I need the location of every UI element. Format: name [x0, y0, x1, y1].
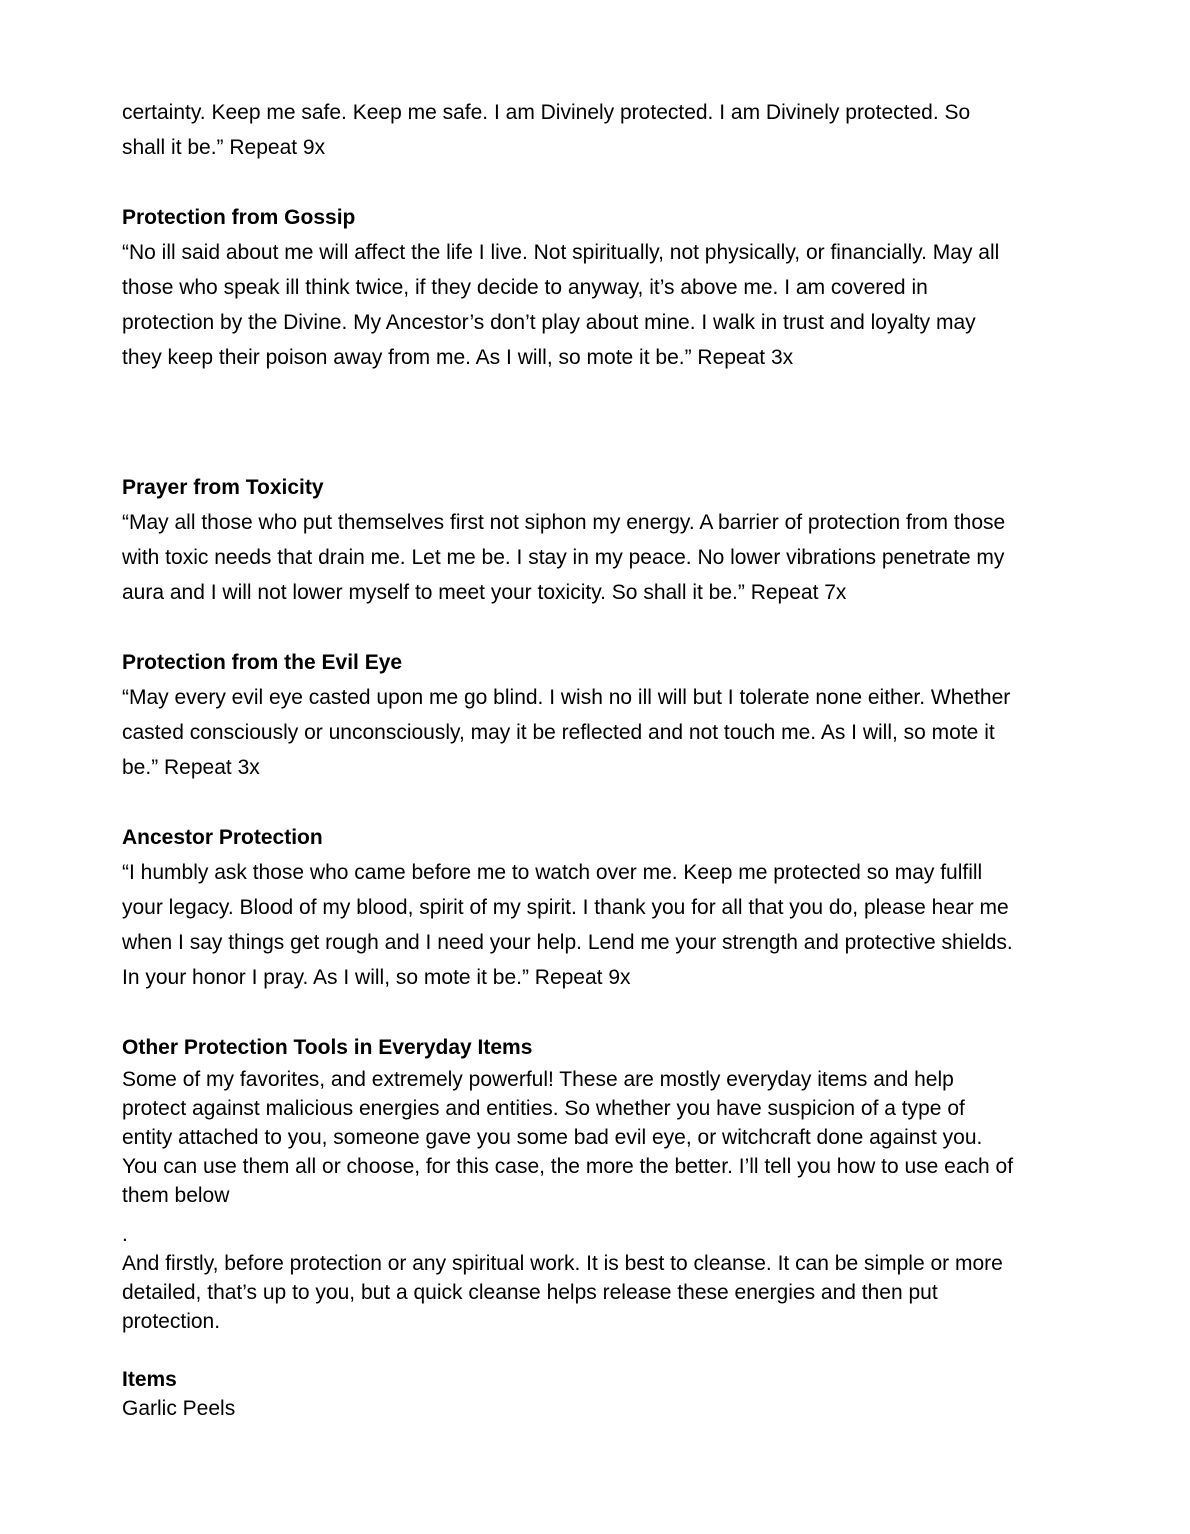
document-heading: Ancestor Protection	[122, 826, 323, 849]
document-paragraph	[122, 1065, 1130, 1210]
document-paragraph	[122, 505, 1130, 610]
document-heading: Protection from Gossip	[122, 206, 356, 229]
text-line: shall it be.” Repeat 9x	[122, 136, 326, 159]
spacer	[122, 610, 1130, 645]
document-heading: Prayer from Toxicity	[122, 476, 324, 499]
spacer	[122, 375, 1130, 470]
text-line: when I say things get rough and I need your help. Lend me your strength and protective shields.	[122, 931, 1013, 954]
text-line: them below	[122, 1184, 230, 1207]
document-paragraph	[122, 680, 1130, 785]
text-line: .	[122, 1223, 128, 1246]
text-line: protection.	[122, 1310, 221, 1333]
text-line: those who speak ill think twice, if they decide to anyway, it’s above me. I am covered in	[122, 276, 928, 299]
text-line: entity attached to you, someone gave you some bad evil eye, or witchcraft done against you.	[122, 1126, 983, 1149]
document-paragraph	[122, 235, 1130, 375]
text-line: detailed, that’s up to you, but a quick cleanse helps release these energies and then put	[122, 1281, 938, 1304]
text-line: “May every evil eye casted upon me go blind. I wish no ill will but I tolerate none either. Whether	[122, 686, 1011, 709]
document-heading: Items	[122, 1368, 177, 1391]
text-line: certainty. Keep me safe. Keep me safe. I am Divinely protected. I am Divinely protected. So	[122, 101, 971, 124]
document-paragraph	[122, 1249, 1130, 1336]
text-line: your legacy. Blood of my blood, spirit of my spirit. I thank you for all that you do, please hear me	[122, 896, 1009, 919]
document-paragraph	[122, 95, 1130, 165]
document-paragraph	[122, 1394, 1130, 1423]
text-line: “No ill said about me will affect the life I live. Not spiritually, not physically, or financially. May all	[122, 241, 1000, 264]
text-line: Some of my favorites, and extremely powerful! These are mostly everyday items and help	[122, 1068, 954, 1091]
document-paragraph	[122, 1220, 1130, 1249]
text-line: casted consciously or unconsciously, may it be reflected and not touch me. As I will, so mote it	[122, 721, 995, 744]
spacer	[122, 165, 1130, 200]
text-line: And firstly, before protection or any spiritual work. It is best to cleanse. It can be simple or more	[122, 1252, 1003, 1275]
document-heading: Other Protection Tools in Everyday Items	[122, 1036, 533, 1059]
text-line: In your honor I pray. As I will, so mote it be.” Repeat 9x	[122, 966, 631, 989]
spacer	[122, 785, 1130, 820]
text-line: “I humbly ask those who came before me to watch over me. Keep me protected so may fulfill	[122, 861, 983, 884]
text-line: with toxic needs that drain me. Let me be. I stay in my peace. No lower vibrations penetrate my	[122, 546, 1005, 569]
text-line: they keep their poison away from me. As I will, so mote it be.” Repeat 3x	[122, 346, 794, 369]
document-heading: Protection from the Evil Eye	[122, 651, 403, 674]
text-line: protection by the Divine. My Ancestor’s don’t play about mine. I walk in trust and loyalty may	[122, 311, 976, 334]
text-line: protect against malicious energies and entities. So whether you have suspicion of a type of	[122, 1097, 965, 1120]
text-line: “May all those who put themselves first not siphon my energy. A barrier of protection from those	[122, 511, 1006, 534]
text-line: aura and I will not lower myself to meet your toxicity. So shall it be.” Repeat 7x	[122, 581, 847, 604]
text-line: You can use them all or choose, for this case, the more the better. I’ll tell you how to use each of	[122, 1155, 1014, 1178]
spacer	[122, 1336, 1130, 1365]
spacer	[122, 995, 1130, 1030]
text-line: be.” Repeat 3x	[122, 756, 260, 779]
document-paragraph	[122, 855, 1130, 995]
text-line: Garlic Peels	[122, 1397, 236, 1420]
spacer	[122, 1210, 1130, 1220]
